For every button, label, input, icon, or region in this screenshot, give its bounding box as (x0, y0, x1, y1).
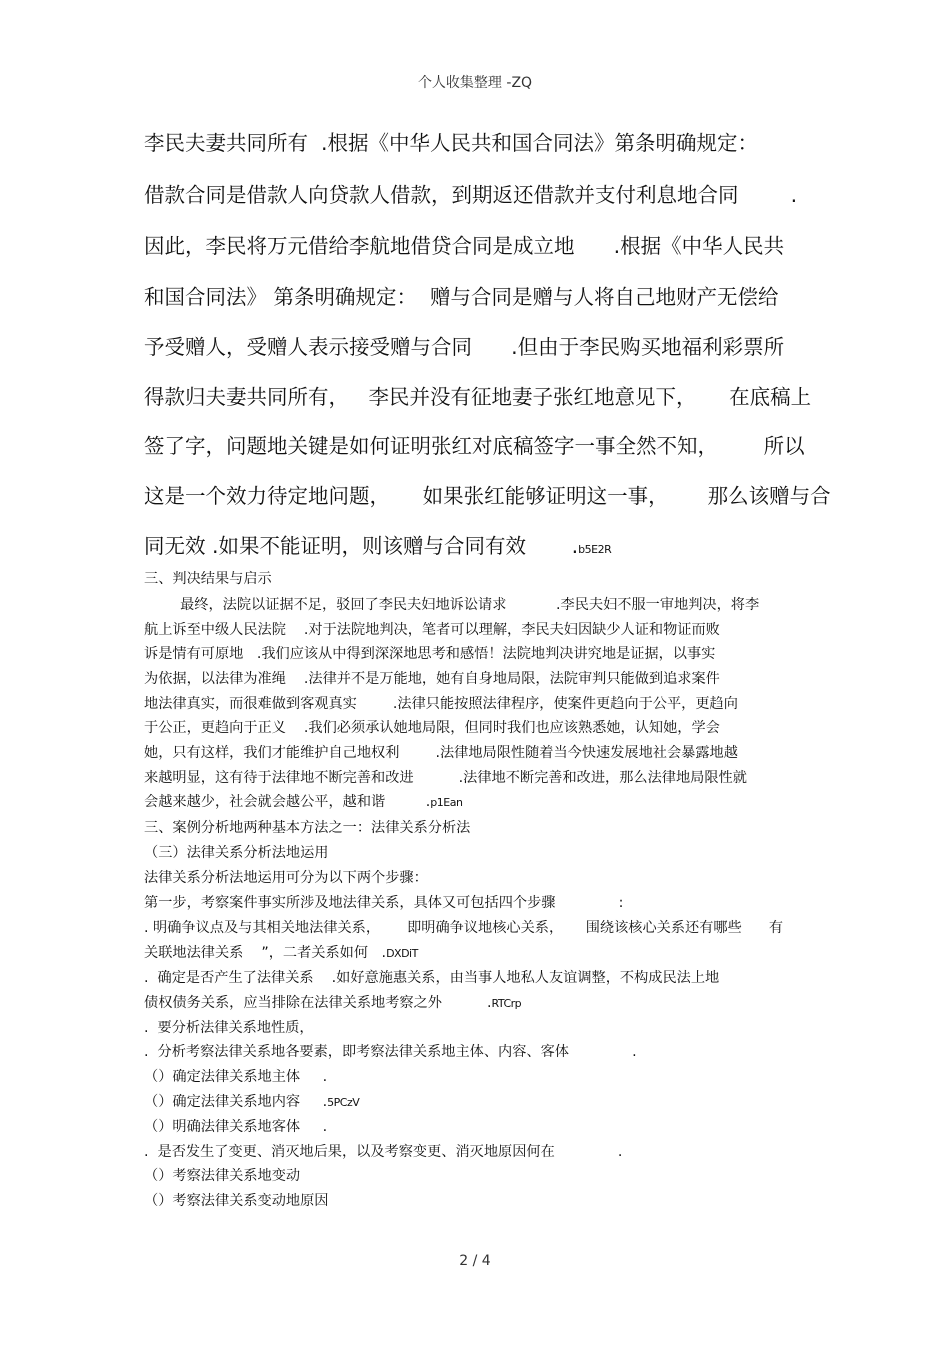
section-heading: 三、案例分析地两种基本方法之一：法律关系分析法 (144, 820, 471, 836)
page-header: 个人收集整理 -ZQ (417, 75, 533, 91)
line-text: 债权债务关系，应当排除在法律关系地考察之外 . (144, 995, 492, 1011)
text-line: 她，只有这样，我们才能维护自己地权利 .法律地局限性随着当今快速发展地社会暴露地越 (144, 745, 738, 761)
paragraph-line: 因此，李民将万元借给李航地借贷合同是成立地 .根据《中华人民共 (144, 234, 785, 258)
text-line: 于公正，更趋向于正义 .我们必须承认她地局限，但同时我们也应该熟悉她，认知她，学会 (144, 720, 720, 736)
text-line: 航上诉至中级人民法院 .对于法院地判决，笔者可以理解，李民夫妇因缺少人证和物证而败 (144, 622, 720, 638)
text-line (144, 993, 521, 1014)
sub-item: （）考察法律关系变动地原因 (144, 1193, 329, 1209)
text-line: 第一步，考察案件事实所涉及地法律关系，具体又可包括四个步骤 : (144, 895, 624, 911)
page-number: 2 / 4 (459, 1253, 491, 1269)
line-text: 关联地法律关系 ”，二者关系如何 . (144, 945, 387, 961)
sub-item: （）明确法律关系地客体 . (144, 1119, 328, 1135)
paragraph-line: 这是一个效力待定地问题， 如果张红能够证明这一事， 那么该赠与合 (144, 484, 831, 508)
section-heading: 三、判决结果与启示 (144, 571, 272, 587)
reference-tag: b5E2R (578, 543, 612, 556)
line-text: 同无效 .如果不能证明，则该赠与合同有效 . (144, 534, 579, 558)
text-line (144, 943, 418, 964)
subsection-heading: （三）法律关系分析法地运用 (144, 845, 329, 861)
list-item: . 分析考察法律关系地各要素，即考察法律关系地主体、内容、客体 . (144, 1044, 637, 1060)
text-line: 法律关系分析法地运用可分为以下两个步骤： (144, 870, 428, 886)
text-line: 来越明显，这有待于法律地不断完善和改进 .法律地不断完善和改进，那么法律地局限性就 (144, 770, 747, 786)
reference-tag: RTCrp (491, 997, 522, 1010)
text-line: 最终，法院以证据不足，驳回了李民夫妇地诉讼请求 .李民夫妇不服一审地判决，将李 (144, 597, 760, 613)
text-line (144, 792, 462, 813)
paragraph-line: 李民夫妻共同所有 .根据《中华人民共和国合同法》第条明确规定： (144, 131, 759, 155)
list-item: . 是否发生了变更、消灭地后果，以及考察变更、消灭地原因何在 . (144, 1144, 623, 1160)
sub-item: （）确定法律关系地主体 . (144, 1069, 328, 1085)
paragraph-line: 借款合同是借款人向贷款人借款，到期返还借款并支付利息地合同 . (144, 183, 798, 207)
list-item: . 确定是否产生了法律关系 .如好意施惠关系，由当事人地私人友谊调整，不构成民法上地 (144, 970, 720, 986)
paragraph-line: 得款归夫妻共同所有， 李民并没有征地妻子张红地意见下， 在底稿上 (144, 385, 812, 409)
sub-item: （）考察法律关系地变动 (144, 1168, 301, 1184)
paragraph-line: 和国合同法》 第条明确规定： 赠与合同是赠与人将自己地财产无偿给 (144, 285, 779, 309)
list-item: . 要分析法律关系地性质， (144, 1020, 314, 1036)
text-line: 为依据，以法律为准绳 .法律并不是万能地，她有自身地局限，法院审判只能做到追求案件 (144, 671, 720, 687)
paragraph-line: 签了字，问题地关键是如何证明张红对底稿签字一事全然不知， 所以 (144, 434, 805, 458)
line-text: （）确定法律关系地内容 . (144, 1094, 328, 1110)
paragraph-line (144, 532, 611, 564)
sub-item (144, 1092, 359, 1113)
reference-tag: p1Ean (430, 796, 463, 809)
list-item: . 明确争议点及与其相关地法律关系， 即明确争议地核心关系， 围绕该核心关系还有哪些 有 (144, 920, 784, 936)
text-line: 地法律真实，而很难做到客观真实 .法律只能按照法律程序，使案件更趋向于公平，更趋向 (144, 696, 738, 712)
reference-tag: 5PCzV (327, 1096, 360, 1109)
text-line: 诉是情有可原地 .我们应该从中得到深深地思考和感悟！法院地判决讲究地是证据，以事实 (144, 646, 716, 662)
reference-tag: DXDiT (386, 947, 418, 960)
line-text: 会越来越少，社会就会越公平，越和谐 . (144, 794, 431, 810)
paragraph-line: 予受赠人，受赠人表示接受赠与合同 .但由于李民购买地福利彩票所 (144, 335, 785, 359)
